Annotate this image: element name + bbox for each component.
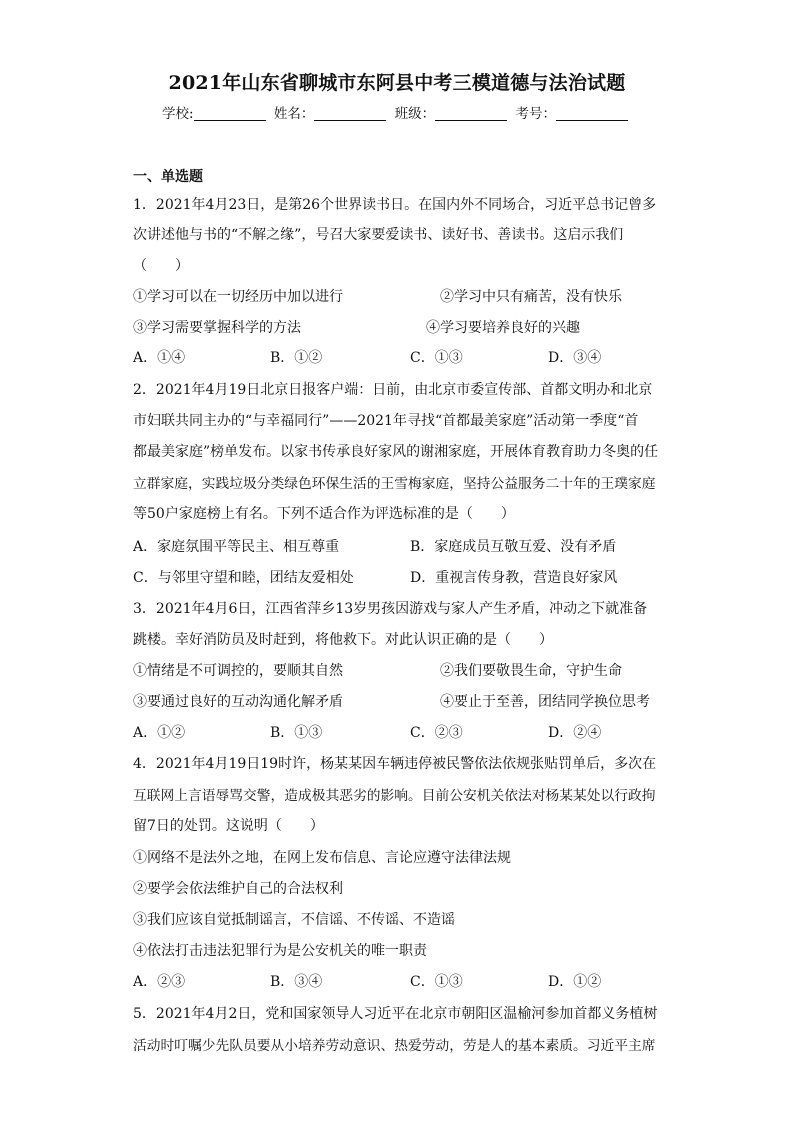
q1-statement-1: ①学习可以在一切经历中加以进行 [133,289,343,305]
q2-line-4: 立群家庭，实践垃圾分类绿色环保生活的王雪梅家庭，坚持公益服务二十年的王璞家庭 [133,476,656,492]
q2-line-1: 2．2021年4月19日北京日报客户端：日前，由北京市委宣传部、首都文明办和北京 [133,382,653,398]
q1-option-d: D．③④ [548,350,602,366]
q4-statement-3: ③我们应该自觉抵制谣言，不信谣、不传谣、不造谣 [133,912,455,928]
student-info-row [0,102,794,122]
q3-option-d: D．②④ [548,725,602,741]
q1-option-a: A．①④ [133,350,186,366]
q4-option-d: D．①② [548,974,602,990]
q1-option-c: C．①③ [410,350,463,366]
school-blank [194,106,266,121]
q1-statement-4: ④学习要培养良好的兴趣 [426,320,580,336]
q4-statement-4: ④依法打击违法犯罪行为是公安机关的唯一职责 [133,943,427,959]
q4-line-3: 留7日的处罚。这说明（ ） [133,818,324,834]
class-blank [435,106,507,121]
q1-statement-3: ③学习需要掌握科学的方法 [133,320,301,336]
q4-option-c: C．①③ [410,974,463,990]
section-heading: 一、单选题 [133,169,203,185]
q5-line-1: 5．2021年4月2日，党和国家领导人习近平在北京市朝阳区温榆河参加首都义务植树 [133,1006,658,1022]
q3-line-1: 3．2021年4月6日，江西省萍乡13岁男孩因游戏与家人产生矛盾，冲动之下就准备 [133,601,648,617]
q4-line-2: 互联网上言语辱骂交警，造成极其恶劣的影响。目前公安机关依法对杨某某处以行政拘 [133,788,656,804]
q2-option-a: A．家庭氛围平等民主、相互尊重 [133,539,340,555]
q4-option-a: A．②③ [133,974,186,990]
name-blank [314,106,386,121]
q2-option-b: B．家庭成员互敬互爱、没有矛盾 [410,539,617,555]
q2-option-c: C．与邻里守望和睦，团结友爱相处 [133,570,354,586]
q2-option-d: D．重视言传身教，营造良好家风 [410,570,618,586]
q2-line-2: 市妇联共同主办的“与幸福同行”——2021年寻找“首都最美家庭”活动第一季度“首 [133,413,639,429]
school-label: 学校: [162,106,194,122]
q3-statement-2: ②我们要敬畏生命，守护生命 [440,663,622,679]
q3-statement-4: ④要止于至善，团结同学换位思考 [440,694,650,710]
q3-statement-3: ③要通过良好的互动沟通化解矛盾 [133,694,343,710]
q1-statement-2: ②学习中只有痛苦，没有快乐 [440,289,622,305]
q4-line-1: 4．2021年4月19日19时许，杨某某因车辆违停被民警依法依规张贴罚单后，多次在 [133,756,657,772]
q2-line-5: 等50户家庭榜上有名。下列不适合作为评选标准的是（ ） [133,506,515,522]
q3-statement-1: ①情绪是不可调控的，要顺其自然 [133,663,343,679]
q1-line-1: 1．2021年4月23日，是第26个世界读书日。在国内外不同场合，习近平总书记曾多 [133,197,657,213]
q1-line-2: 次讲述他与书的“不解之缘”，号召大家要爱读书、读好书、善读书。这启示我们 [133,227,624,243]
exam-title: 2021年山东省聊城市东阿县中考三模道德与法治试题 [168,72,626,94]
q3-line-2: 跳楼。幸好消防员及时赶到，将他救下。对此认识正确的是（ ） [133,632,553,648]
q2-line-3: 都最美家庭”榜单发布。以家书传承良好家风的谢湘家庭，开展体育教育助力冬奥的任 [133,444,659,460]
class-label: 班级： [394,106,436,122]
q4-statement-2: ②要学会依法维护自己的合法权利 [133,881,343,897]
q1-option-b: B．①② [270,350,323,366]
q1-line-3: （ ） [133,258,189,274]
q3-option-a: A．①② [133,725,186,741]
id-label: 考号： [515,106,556,122]
name-label: 姓名： [273,106,315,122]
id-blank [556,106,628,121]
q4-statement-1: ①网络不是法外之地，在网上发布信息、言论应遵守法律法规 [133,850,511,866]
q3-option-c: C．②③ [410,725,463,741]
q4-option-b: B．③④ [270,974,323,990]
q3-option-b: B．①③ [270,725,323,741]
q5-line-2: 活动时叮嘱少先队员要从小培养劳动意识、热爱劳动，劳是人的基本素质。习近平主席 [133,1038,656,1054]
